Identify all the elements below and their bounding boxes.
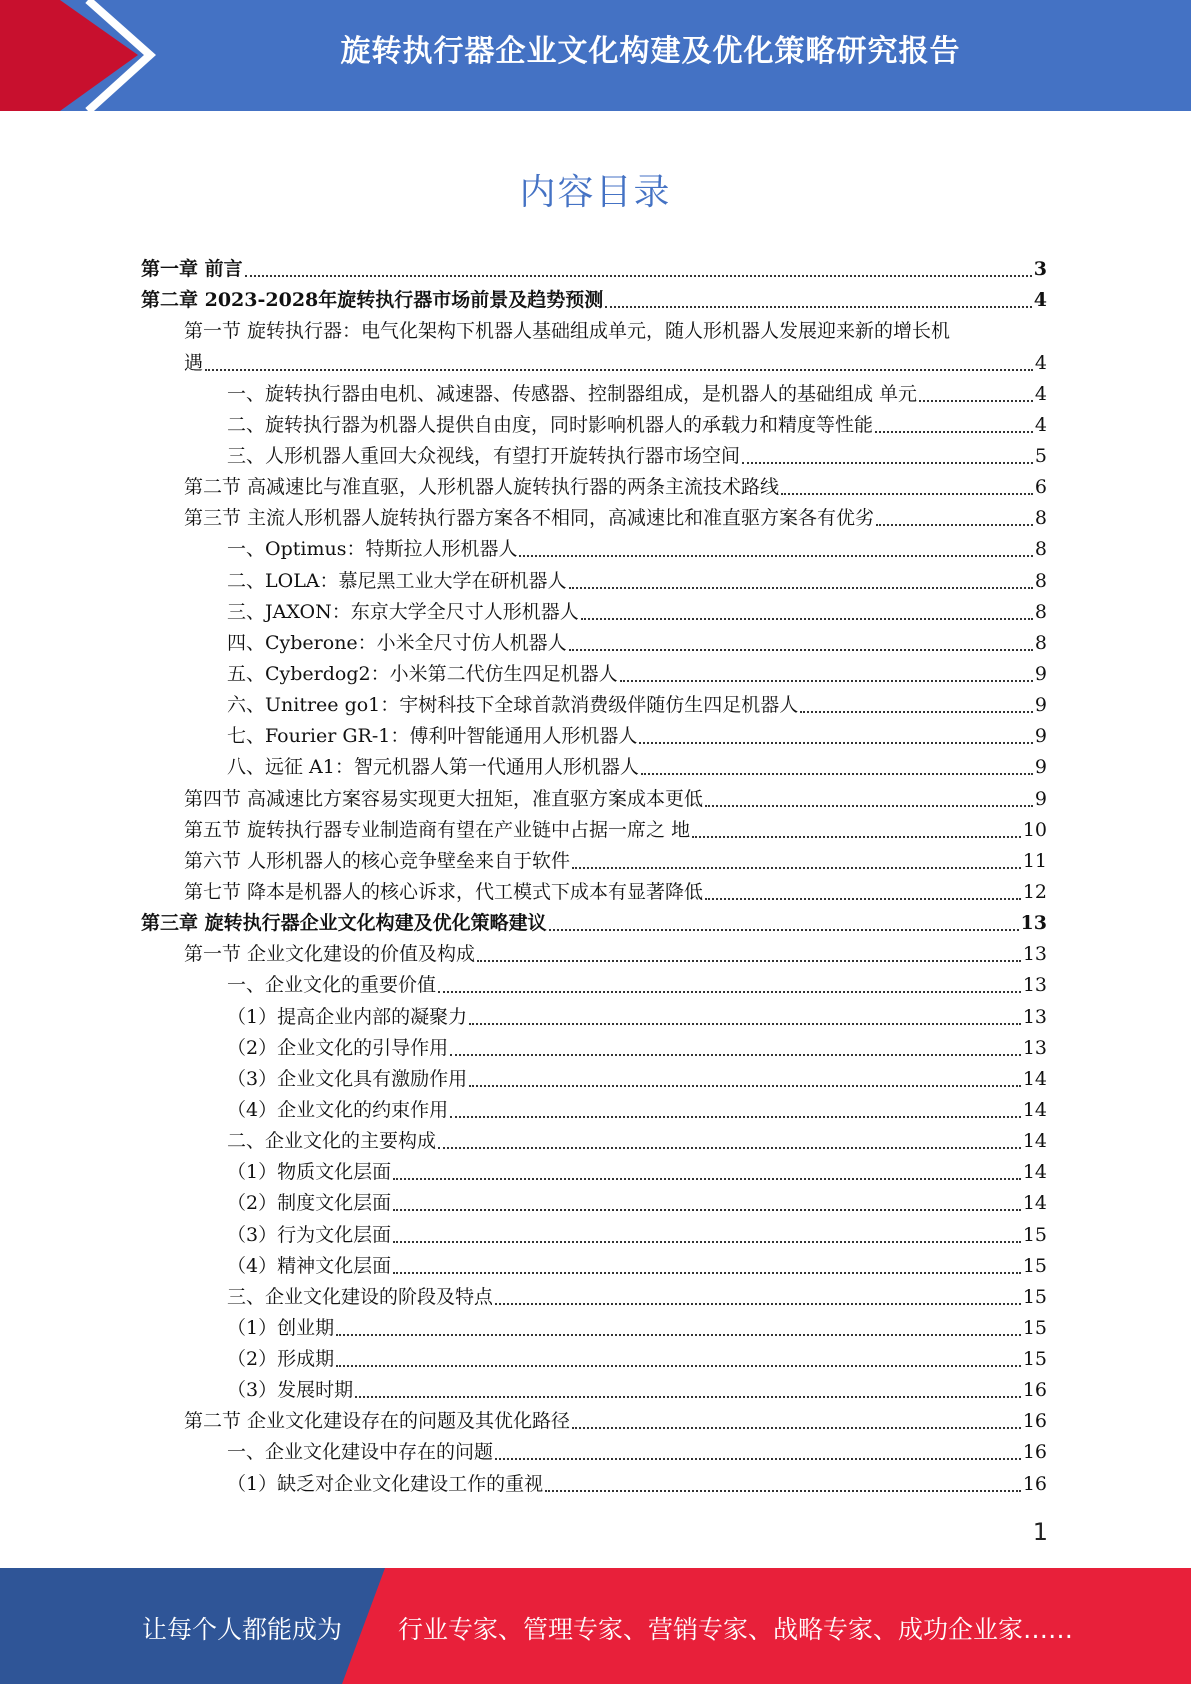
toc-entry-label: 第二章 2023-2028年旋转执行器市场前景及趋势预测 — [141, 289, 604, 312]
toc-entry-page: 6 — [1034, 476, 1047, 499]
toc-dot-leader — [572, 866, 1021, 869]
toc-entry-page: 8 — [1034, 631, 1047, 654]
toc-dot-leader — [469, 1022, 1021, 1025]
toc-entry-page: 16 — [1022, 1379, 1047, 1402]
toc-entry-page: 9 — [1034, 756, 1047, 779]
toc-entry-page: 3 — [1033, 258, 1047, 281]
toc-entry-page: 4 — [1034, 382, 1047, 405]
toc-entry[interactable] — [141, 628, 1047, 659]
toc-entry[interactable] — [141, 410, 1047, 441]
toc-entry[interactable] — [141, 846, 1047, 877]
toc-dot-leader — [919, 399, 1033, 402]
toc-entry[interactable] — [141, 1033, 1047, 1064]
toc-entry-label: （1）创业期 — [227, 1316, 335, 1339]
toc-entry-label: 第七节 降本是机器人的核心诉求，代工模式下成本有显著降低 — [184, 880, 704, 903]
toc-entry-page: 15 — [1022, 1285, 1047, 1308]
toc-entry-page: 13 — [1020, 912, 1047, 935]
toc-dot-leader — [450, 1053, 1021, 1056]
toc-dot-leader — [572, 1426, 1021, 1429]
toc-entry-page: 13 — [1022, 1005, 1047, 1028]
toc-dot-leader — [549, 928, 1019, 931]
toc-entry-label: 第一节 旋转执行器：电气化架构下机器人基础组成单元，随人形机器人发展迎来新的增长机 — [184, 320, 951, 343]
toc-dot-leader — [781, 492, 1033, 495]
toc-entry-page: 10 — [1022, 818, 1047, 841]
toc-entry-page: 9 — [1034, 662, 1047, 685]
toc-entry-label: 三、人形机器人重回大众视线，有望打开旋转执行器市场空间 — [227, 444, 741, 467]
toc-entry[interactable] — [141, 908, 1047, 939]
page-number: 1 — [1032, 1518, 1048, 1546]
toc-entry[interactable] — [141, 1064, 1047, 1095]
toc-entry[interactable] — [141, 690, 1047, 721]
toc-entry-page: 11 — [1022, 849, 1047, 872]
toc-entry-page: 16 — [1022, 1410, 1047, 1433]
toc-dot-leader — [495, 1457, 1021, 1460]
toc-dot-leader — [875, 430, 1033, 433]
toc-entry-page: 9 — [1034, 787, 1047, 810]
toc-dot-leader — [495, 1302, 1021, 1305]
toc-dot-leader — [336, 1333, 1021, 1336]
toc-entry-page: 13 — [1022, 943, 1047, 966]
toc-entry[interactable] — [141, 783, 1047, 814]
toc-entry-page: 13 — [1022, 1036, 1047, 1059]
toc-title: 内容目录 — [519, 172, 672, 213]
table-of-contents — [141, 254, 1047, 1500]
toc-entry-label: （3）行为文化层面 — [227, 1223, 392, 1246]
toc-entry-label: （2）制度文化层面 — [227, 1192, 392, 1215]
toc-entry-page: 15 — [1022, 1223, 1047, 1246]
toc-entry[interactable] — [141, 441, 1047, 472]
toc-entry-label: 四、Cyberone：小米全尺寸仿人机器人 — [227, 631, 567, 654]
toc-dot-leader — [545, 1489, 1021, 1492]
toc-entry-label: 六、Unitree go1：宇树科技下全球首款消费级伴随仿生四足机器人 — [227, 694, 799, 717]
toc-entry-page: 8 — [1034, 507, 1047, 530]
toc-entry-label: 遇 — [184, 351, 204, 374]
toc-entry[interactable] — [141, 1251, 1047, 1282]
toc-dot-leader — [605, 305, 1032, 308]
toc-dot-leader — [393, 1271, 1021, 1274]
toc-entry-page: 16 — [1022, 1441, 1047, 1464]
toc-entry-page: 4 — [1033, 289, 1047, 312]
toc-dot-leader — [692, 835, 1021, 838]
toc-entry-label: 三、企业文化建设的阶段及特点 — [227, 1285, 494, 1308]
toc-entry[interactable] — [141, 1437, 1047, 1468]
toc-entry-label: 第二节 高减速比与准直驱，人形机器人旋转执行器的两条主流技术路线 — [184, 476, 780, 499]
toc-dot-leader — [800, 710, 1033, 713]
toc-dot-leader — [876, 523, 1033, 526]
toc-entry-page: 14 — [1022, 1067, 1047, 1090]
toc-entry-page: 8 — [1034, 569, 1047, 592]
toc-entry-label: （1）提高企业内部的凝聚力 — [227, 1005, 468, 1028]
footer-slogan-right: 行业专家、管理专家、营销专家、战略专家、成功企业家…… — [398, 1615, 1074, 1644]
toc-dot-leader — [438, 990, 1021, 993]
toc-entry-label: （3）企业文化具有激励作用 — [227, 1067, 468, 1090]
toc-entry-label: （4）企业文化的约束作用 — [227, 1098, 449, 1121]
toc-dot-leader — [620, 679, 1033, 682]
toc-entry-label: 二、企业文化的主要构成 — [227, 1130, 437, 1153]
toc-entry-label: 第三章 旋转执行器企业文化构建及优化策略建议 — [141, 912, 547, 935]
header-band — [0, 0, 1191, 111]
toc-entry-label: 第四节 高减速比方案容易实现更大扭矩，准直驱方案成本更低 — [184, 787, 704, 810]
toc-entry[interactable] — [141, 1126, 1047, 1157]
toc-entry-page: 12 — [1022, 880, 1047, 903]
toc-entry[interactable] — [141, 597, 1047, 628]
toc-entry-label: （2）形成期 — [227, 1348, 335, 1371]
toc-entry[interactable] — [141, 472, 1047, 503]
toc-entry-page: 4 — [1034, 413, 1047, 436]
toc-entry[interactable] — [141, 1375, 1047, 1406]
toc-entry[interactable] — [141, 534, 1047, 565]
toc-entry[interactable] — [141, 659, 1047, 690]
toc-dot-leader — [438, 1146, 1021, 1149]
toc-entry[interactable] — [141, 379, 1047, 410]
toc-entry[interactable] — [141, 1157, 1047, 1188]
toc-entry-page: 14 — [1022, 1161, 1047, 1184]
toc-dot-leader — [705, 804, 1033, 807]
toc-entry-label: （4）精神文化层面 — [227, 1254, 392, 1277]
toc-entry-label: （1）缺乏对企业文化建设工作的重视 — [227, 1472, 544, 1495]
toc-dot-leader — [705, 897, 1021, 900]
toc-entry-label: 五、Cyberdog2：小米第二代仿生四足机器人 — [227, 662, 618, 685]
toc-entry-page: 5 — [1034, 444, 1047, 467]
toc-entry-label: 一、Optimus：特斯拉人形机器人 — [227, 538, 518, 561]
toc-entry-label: （1）物质文化层面 — [227, 1161, 392, 1184]
toc-entry-label: 第一章 前言 — [141, 258, 243, 281]
toc-dot-leader — [569, 586, 1033, 589]
toc-entry-label: 第五节 旋转执行器专业制造商有望在产业链中占据一席之 地 — [184, 818, 691, 841]
toc-entry[interactable] — [141, 254, 1047, 285]
toc-entry-page: 4 — [1034, 351, 1047, 374]
toc-entry-page: 13 — [1022, 974, 1047, 997]
toc-entry-label: （3）发展时期 — [227, 1379, 354, 1402]
toc-dot-leader — [393, 1240, 1021, 1243]
toc-entry-label: 一、企业文化的重要价值 — [227, 974, 437, 997]
toc-dot-leader — [477, 959, 1021, 962]
toc-entry-page: 16 — [1022, 1472, 1047, 1495]
toc-dot-leader — [450, 1115, 1021, 1118]
toc-entry[interactable] — [141, 1344, 1047, 1375]
toc-entry[interactable] — [141, 970, 1047, 1001]
toc-entry[interactable] — [141, 1468, 1047, 1499]
toc-dot-leader — [245, 274, 1032, 277]
toc-entry-page: 15 — [1022, 1254, 1047, 1277]
toc-dot-leader — [641, 772, 1033, 775]
toc-entry-page: 8 — [1034, 600, 1047, 623]
toc-entry-page: 14 — [1022, 1192, 1047, 1215]
toc-dot-leader — [569, 648, 1033, 651]
footer-slogan-left: 让每个人都能成为 — [142, 1615, 343, 1644]
toc-entry[interactable] — [141, 316, 1047, 378]
toc-entry[interactable] — [141, 1406, 1047, 1437]
toc-entry[interactable] — [141, 815, 1047, 846]
toc-entry[interactable] — [141, 1188, 1047, 1219]
toc-dot-leader — [205, 368, 1033, 371]
toc-entry-label: 三、JAXON：东京大学全尺寸人形机器人 — [227, 600, 579, 623]
toc-dot-leader — [336, 1364, 1021, 1367]
toc-dot-leader — [742, 461, 1033, 464]
toc-entry-label: 第三节 主流人形机器人旋转执行器方案各不相同，高减速比和准直驱方案各有优劣 — [184, 507, 875, 530]
toc-entry-label: 二、LOLA：慕尼黑工业大学在研机器人 — [227, 569, 567, 592]
toc-entry[interactable] — [141, 1313, 1047, 1344]
toc-dot-leader — [393, 1208, 1021, 1211]
toc-entry-label: 第一节 企业文化建设的价值及构成 — [184, 943, 476, 966]
toc-entry-label: 一、企业文化建设中存在的问题 — [227, 1441, 494, 1464]
toc-entry[interactable] — [141, 1219, 1047, 1250]
toc-entry[interactable] — [141, 752, 1047, 783]
toc-entry-page: 15 — [1022, 1316, 1047, 1339]
toc-entry-label: 八、远征 A1：智元机器人第一代通用人形机器人 — [227, 756, 639, 779]
footer-band — [0, 1568, 1191, 1684]
toc-entry-page: 14 — [1022, 1130, 1047, 1153]
toc-dot-leader — [469, 1084, 1021, 1087]
toc-entry[interactable] — [141, 285, 1047, 316]
toc-entry[interactable] — [141, 1001, 1047, 1032]
toc-entry[interactable] — [141, 1282, 1047, 1313]
toc-dot-leader — [393, 1177, 1021, 1180]
toc-entry-label: （2）企业文化的引导作用 — [227, 1036, 449, 1059]
toc-entry[interactable] — [141, 721, 1047, 752]
toc-entry[interactable] — [141, 565, 1047, 596]
report-title: 旋转执行器企业文化构建及优化策略研究报告 — [340, 34, 961, 69]
toc-entry-label: 第二节 企业文化建设存在的问题及其优化路径 — [184, 1410, 571, 1433]
toc-dot-leader — [581, 617, 1033, 620]
toc-entry-label: 七、Fourier GR-1：傅利叶智能通用人形机器人 — [227, 725, 638, 748]
toc-entry-page: 15 — [1022, 1348, 1047, 1371]
toc-entry-page: 14 — [1022, 1098, 1047, 1121]
toc-entry-label: 第六节 人形机器人的核心竞争壁垒来自于软件 — [184, 849, 571, 872]
toc-dot-leader — [355, 1395, 1021, 1398]
toc-entry-label: 一、旋转执行器由电机、减速器、传感器、控制器组成，是机器人的基础组成 单元 — [227, 382, 918, 405]
toc-entry[interactable] — [141, 939, 1047, 970]
toc-entry-page: 9 — [1034, 725, 1047, 748]
toc-dot-leader — [519, 554, 1032, 557]
toc-entry[interactable] — [141, 503, 1047, 534]
toc-dot-leader — [639, 741, 1033, 744]
toc-entry-page: 8 — [1034, 538, 1047, 561]
toc-entry[interactable] — [141, 877, 1047, 908]
toc-entry-page: 9 — [1034, 694, 1047, 717]
toc-entry-label: 二、旋转执行器为机器人提供自由度，同时影响机器人的承载力和精度等性能 — [227, 413, 874, 436]
toc-entry[interactable] — [141, 1095, 1047, 1126]
